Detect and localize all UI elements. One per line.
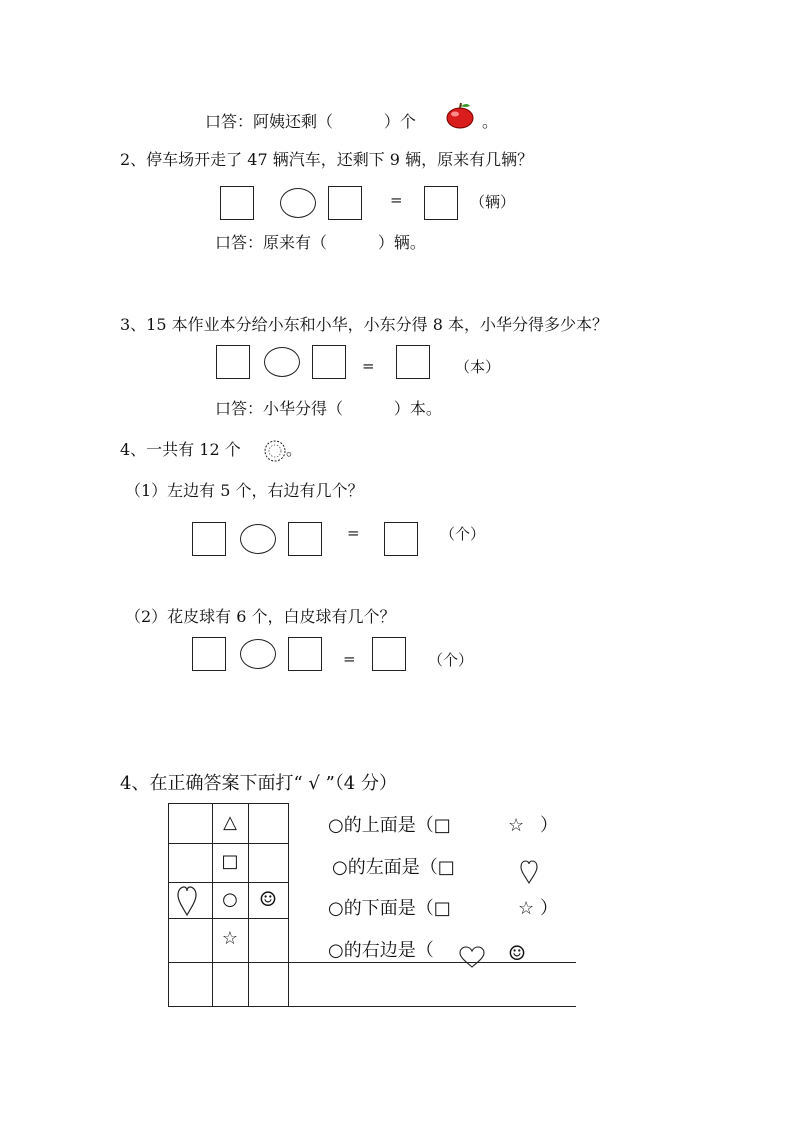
star-option-icon[interactable]: ☆ [518,898,535,919]
circle-icon: ○ [222,889,238,910]
q4-sub1-blank-2[interactable] [288,522,322,556]
q3-blank-2[interactable] [312,345,346,379]
q5-question-right: ○的右边是（ [328,940,434,961]
q4-sub1-blank-1[interactable] [192,522,226,556]
q4-title-end: 。 [286,440,303,459]
q2-answer-line: 口答：原来有（ ）辆。 [215,233,426,252]
heart-option-icon[interactable] [458,946,486,968]
q1-end-mark: 。 [482,112,499,131]
q5-title: 4、在正确答案下面打“ √ ”（4 分） [120,773,397,794]
q2-equals: = [390,191,403,209]
heart-icon [177,886,197,916]
q4-sub1-unit: （个） [440,525,486,543]
q5-question-above: ○的上面是（□ [328,815,451,836]
smiley-icon: ☺ [259,887,277,911]
square-icon: □ [221,851,239,872]
q2-blank-result[interactable] [424,186,458,220]
apple-icon [444,101,476,129]
star-icon: ☆ [221,928,239,949]
q5-question-below-close: ） [540,898,558,919]
q4-sub2-blank-result[interactable] [372,637,406,671]
heart-option-icon[interactable] [520,860,538,884]
q4-title: 4、一共有 12 个 [120,440,241,459]
q4-sub1-text: （1）左边有 5 个，右边有几个？ [125,481,364,500]
triangle-icon: △ [223,812,237,833]
q3-blank-result[interactable] [396,345,430,379]
q3-unit: （本） [455,358,501,376]
q4-sub1-operator-oval[interactable] [240,524,276,554]
q4-sub2-operator-oval[interactable] [240,639,276,669]
q4-sub2-unit: （个） [428,651,474,669]
q2-operator-oval[interactable] [280,188,316,218]
q4-sub2-blank-1[interactable] [192,637,226,671]
q3-operator-oval[interactable] [264,347,300,377]
q3-title: 3、15 本作业本分给小东和小华，小东分得 8 本，小华分得多少本？ [120,315,608,334]
q3-blank-1[interactable] [216,345,250,379]
smiley-option-icon[interactable]: ☺ [508,941,526,965]
q5-question-below: ○的下面是（□ [328,898,451,919]
q2-title: 2、停车场开走了 47 辆汽车，还剩下 9 辆，原来有几辆？ [120,150,534,169]
q3-equals: = [362,357,375,375]
q1-answer-line: 口答：阿姨还剩（ ）个 [205,112,416,131]
q2-blank-1[interactable] [220,186,254,220]
q4-sub2-blank-2[interactable] [288,637,322,671]
star-option-icon[interactable]: ☆ [508,815,525,836]
q2-unit: （辆） [470,193,516,211]
q4-sub2-text: （2）花皮球有 6 个，白皮球有几个？ [125,607,396,626]
q5-question-above-close: ） [540,815,558,836]
q2-blank-2[interactable] [328,186,362,220]
q4-sub1-blank-result[interactable] [384,522,418,556]
q3-answer-line: 口答：小华分得（ ）本。 [215,399,442,418]
q5-question-left: ○的左面是（□ [332,857,455,878]
q4-sub1-equals: = [347,524,360,542]
q4-sub2-equals: = [343,650,356,668]
ball-icon [263,439,287,463]
